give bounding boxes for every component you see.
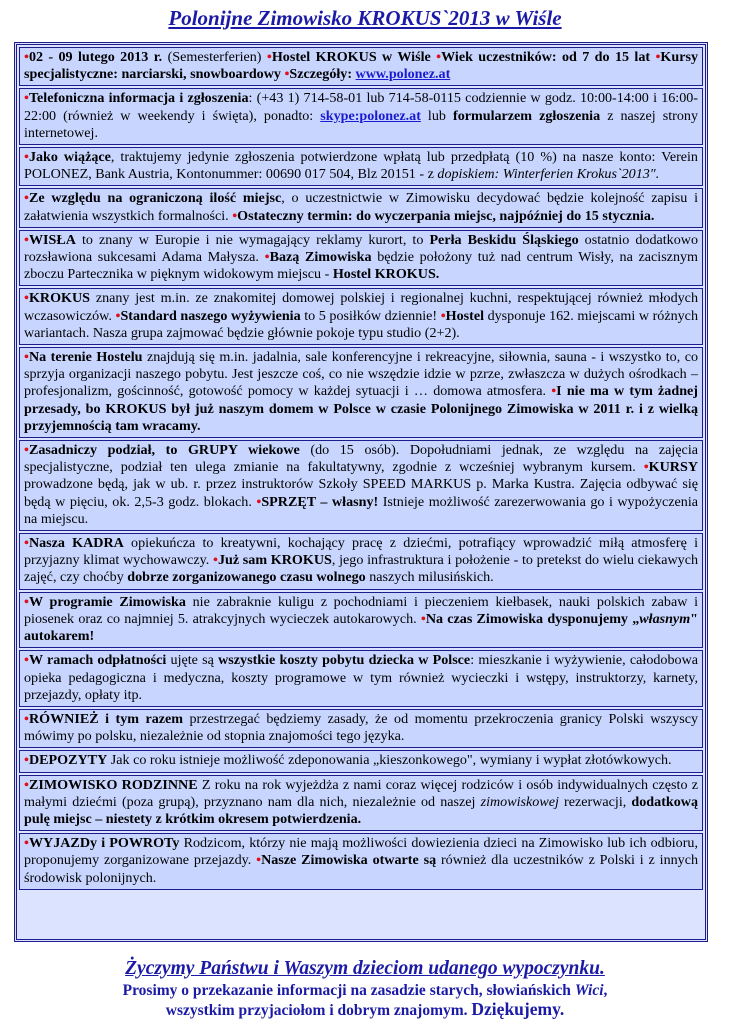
body-text: , o uczestnictwie w Zimowisku decydować będzie kolejność zapisu i załatwienia wszystkich formalności.: [24, 190, 698, 224]
bold-text: wszystkie koszty pobytu dziecka w Polsce: [218, 652, 471, 669]
body-text: Istnieje możliwość zarezerwowania go i wypożyczenia na miejscu.: [24, 493, 698, 527]
body-text: ostatnio dodatkowo rozsławiona sukcesami Adama Małysza.: [24, 231, 699, 266]
body-text: ujęte są: [166, 652, 219, 669]
bullet-dot-icon: •: [264, 249, 270, 266]
bold-text: Jako wiążące: [28, 149, 111, 166]
info-block: [19, 147, 703, 186]
bold-text: DEPOZYTY: [28, 752, 108, 769]
bold-text: Telefoniczna informacja i zgłoszenia: [28, 90, 249, 107]
info-block: [19, 230, 703, 287]
info-block: [19, 188, 703, 227]
bold-text: RÓWNIEŻ i tym razem: [28, 710, 184, 727]
bold-text: KURSY: [648, 459, 698, 476]
bullet-dot-icon: •: [440, 307, 446, 324]
closing-thanks: Dziękujemy.: [471, 999, 565, 1019]
info-block: [19, 533, 703, 590]
italic-text: dopiskiem: Winterferien Krokus`2013".: [437, 166, 660, 183]
body-text: znajdują się m.in. jadalnia, sale konferencyjne i rekreacyjne, siłownia, sauna - i wszystko to, co sprzyja organizacji naszego pobytu. Jest jeszcze coś, co nie wszędzie idzie w pzrze, zwłaszcza w dużych ośrodkach – profesjonalizm, gościnność, gotowość pomocy w każdej sytuacji i … domowa atmosfera.: [24, 349, 698, 400]
bullet-dot-icon: •: [24, 776, 29, 793]
bold-text: I nie ma w tym żadnej przesady, bo KROKUS był już naszym domem w Polsce w czasie Polonijnego Zimowiska w 2011 r. i z wielką przyjemnością tam wracamy.: [24, 383, 698, 434]
body-text: : mieszkanie i wyżywienie, całodobowa opieka pedagogiczna i medyczna, koszty programowe w tym również wycieczki i wstępy, instruktorzy, karnety, przejazdy, opłaty itp.: [24, 652, 698, 703]
body-text: to znany w Europie i nie wymagający reklamy kurort, to: [75, 231, 430, 248]
bullet-dot-icon: •: [266, 49, 272, 65]
bullet-dot-icon: •: [24, 290, 29, 307]
bullet-dot-icon: •: [24, 190, 29, 207]
info-block: [19, 47, 703, 86]
body-text: , jego infrastruktura i położenie - to pretekst do wielu ciekawych zajęć, czy choćby: [24, 552, 699, 586]
bullet-dot-icon: •: [24, 535, 29, 552]
bullet-dot-icon: •: [24, 149, 29, 166]
info-block: [19, 709, 703, 748]
closing-request-comma: ,: [603, 982, 608, 999]
body-text: : (+43 1) 714-58-01 lub 714-58-0115 codziennie w godz. 10:00-14:00 i 16:00-22:00 (również w weekendy i święta), ponadto:: [24, 90, 698, 124]
bullet-dot-icon: •: [24, 710, 29, 727]
bullet-dot-icon: •: [232, 207, 238, 224]
bold-text: Już sam KROKUS: [217, 552, 332, 569]
body-text: Rodzicom, którzy nie mają możliwości dowiezienia dzieci na Zimowisko lub ich odbioru, proponujemy zorganizowane przejazdy.: [24, 835, 698, 869]
body-text: będzie położony tuż nad centrum Wisły, na zacisznym zboczu Partecznika w pięknym widokowym miejscu -: [24, 249, 698, 283]
bold-text: Bazą Zimowiska: [269, 249, 372, 266]
body-text: nie zabraknie kuligu z pochodniami i pieczeniem kiełbasek, nauki polskich zabaw i piosenek oraz co najmniej 5. atrakcyjnych wycieczek autokarowych.: [24, 593, 698, 627]
bullet-dot-icon: •: [24, 835, 29, 852]
body-text: Z roku na rok wyjeżdża z nami coraz więcej rodziców i osób indywidualnych często z małymi dziećmi (poza grupą), przyznano nam dla nich, niezależnie od naszej: [24, 776, 698, 810]
info-block: [19, 347, 703, 438]
bold-text: dobrze zorganizowanego czasu wolnego: [127, 569, 366, 586]
info-block: [19, 592, 703, 649]
bold-text: Perła Beskidu Śląskiego: [429, 231, 579, 248]
closing-request-wici: Wici: [574, 982, 604, 999]
info-block: [19, 88, 703, 145]
info-block: [19, 775, 703, 832]
info-frame: [14, 42, 708, 942]
bullet-dot-icon: •: [643, 459, 649, 476]
bold-text: Wiek uczestników: od 7 do 15 lat: [441, 49, 656, 65]
bullet-dot-icon: •: [551, 383, 557, 400]
bullet-dot-icon: •: [24, 442, 29, 459]
bullet-dot-icon: •: [256, 852, 262, 869]
bullet-dot-icon: •: [436, 49, 442, 65]
body-text: dysponuje 162. miejscami w różnych wariantach. Nasza grupa zajmować będzie głównie pokoje typu studio (2+2).: [24, 307, 698, 341]
info-block: [19, 288, 703, 345]
bullet-dot-icon: •: [420, 610, 426, 627]
bold-text: Kursy specjalistyczne: narciarski, snowboardowy: [24, 49, 698, 83]
bullet-dot-icon: •: [256, 493, 262, 510]
page-title: Polonijne Zimowisko KROKUS`2013 w Wiśle: [168, 6, 562, 30]
bold-text: 02 - 09 lutego 2013 r.: [28, 49, 163, 65]
body-text: prowadzone będą, jak w ub. r. przez instruktorów Szkoły SPEED MARKUS p. Marka Kustra. Zajęcia odbywać się będą w pięciu, ok. 2,5-3 godz. blokach.: [24, 476, 698, 510]
info-block: [19, 833, 703, 890]
body-text: z naszej strony internetowej.: [24, 107, 698, 141]
bold-text: W ramach odpłatności: [28, 652, 167, 669]
body-text: , traktujemy jedynie zgłoszenia potwierdzone wpłatą lub przedpłatą (10 %) na nasze konto: Verein POLONEZ, Bank Austria, Kontonummer: 00690 017 504, Blz 20151 - z: [24, 149, 698, 183]
bold-text: SPRZĘT – własny!: [261, 493, 379, 510]
closing-request-text: Prosimy o przekazanie informacji na zasadzie starych, słowiańskich: [122, 982, 575, 999]
body-text: (Semesterferien): [162, 49, 267, 65]
bullet-dot-icon: •: [24, 752, 29, 769]
body-text: opiekuńcza to kreatywni, kochający pracę z dziećmi, potrafiący wprowadzić miłą atmosferę i przyjazny klimat wychowawczy.: [24, 535, 698, 569]
bullet-dot-icon: •: [284, 66, 290, 83]
body-text: Jak co roku istnieje możliwość zdeponowania „kieszonkowego", wymiany i wypłat złotówkowych.: [107, 752, 672, 769]
body-text: również dla uczestników z Polski i z innych środowisk polonijnych.: [24, 852, 699, 886]
bold-text: Na czas Zimowiska dysponujemy „: [425, 610, 640, 627]
bold-text: Hostel: [445, 307, 484, 324]
body-text: lub: [420, 107, 453, 124]
bold-text: Ostateczny termin: do wyczerpania miejsc, najpóźniej do 15 stycznia.: [237, 207, 655, 224]
closing-request: [0, 982, 730, 1020]
body-text: rezerwacji,: [558, 793, 632, 810]
body-text: (do 15 osób). Dopołudniami jednak, ze względu na zajęcia specjalistyczne, podział ten ulega zmianie na fakultatywny, zgodnie z wcześniej wybranym kursem.: [24, 442, 698, 476]
bullet-dot-icon: •: [24, 593, 29, 610]
body-text: to 5 posiłków dziennie!: [300, 307, 441, 324]
bold-text: Nasze Zimowiska otwarte są: [261, 852, 437, 869]
bullet-dot-icon: •: [115, 307, 121, 324]
bold-text: WYJAZDy i POWROTy: [28, 835, 180, 852]
bold-italic-text: własnym: [639, 610, 691, 627]
closing-friends-text: wszystkim przyjaciołom i dobrym znajomym.: [165, 1002, 472, 1019]
closing-wish: Życzymy Państwu i Waszym dzieciom udanego wypoczynku.: [125, 958, 605, 979]
bold-text: KROKUS: [28, 290, 91, 307]
info-block: [19, 650, 703, 707]
bold-text: Ze względu na ograniczoną ilość miejsc: [28, 190, 282, 207]
body-text: naszych milusińskich.: [365, 569, 494, 586]
bold-text: formularzem zgłoszenia: [453, 107, 601, 124]
link[interactable]: skype:polonez.at: [320, 107, 421, 124]
bold-text: Zasadniczy podział, to GRUPY wiekowe: [28, 442, 300, 459]
bullet-dot-icon: •: [24, 652, 29, 669]
bullet-dot-icon: •: [213, 552, 218, 569]
bold-text: dodatkową pulę miejsc – niestety z krótkim okresem potwierdzenia.: [24, 793, 698, 827]
bullet-dot-icon: •: [24, 349, 29, 366]
link[interactable]: www.polonez.at: [355, 66, 451, 83]
bold-text: Hostel KROKUS w Wiśle: [271, 49, 437, 65]
bold-text: Nasza KADRA: [28, 535, 124, 552]
bold-text: Szczegóły:: [289, 66, 356, 83]
bullet-dot-icon: •: [24, 49, 29, 65]
bold-text: Hostel KROKUS.: [332, 266, 440, 283]
body-text: znany jest m.in. ze znakomitej domowej polskiej i regionalnej kuchni, respektującej również młodych wczasowiczów.: [24, 290, 698, 324]
bullet-dot-icon: •: [24, 90, 29, 107]
bullet-dot-icon: •: [655, 49, 661, 65]
bold-text: Standard naszego wyżywienia: [120, 307, 301, 324]
info-block: [19, 440, 703, 531]
italic-text: zimowiskowej: [480, 793, 559, 810]
bold-text: ZIMOWISKO RODZINNE: [28, 776, 198, 793]
bold-text: " autokarem!: [24, 610, 698, 645]
info-block: [19, 750, 703, 772]
bold-text: W programie Zimowiska: [28, 593, 186, 610]
bold-text: WISŁA: [28, 231, 76, 248]
bullet-dot-icon: •: [24, 231, 29, 248]
body-text: przestrzegać będziemy zasady, że od momentu przekroczenia granicy Polski wszyscy mówimy po polsku, niezależnie od stopnia znajomości tego języka.: [24, 710, 699, 745]
bold-text: Na terenie Hostelu: [28, 349, 143, 366]
